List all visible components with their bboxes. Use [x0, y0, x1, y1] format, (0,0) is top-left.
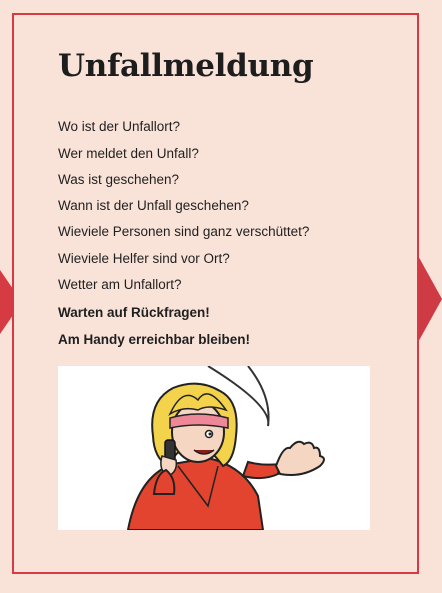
question-item: Wo ist der Unfallort?	[58, 119, 181, 134]
question-item: Wetter am Unfallort?	[58, 277, 182, 292]
question-item: Wieviele Personen sind ganz verschüttet?	[58, 224, 310, 239]
page-title: Unfallmeldung	[58, 48, 314, 84]
person-calling-illustration	[58, 366, 370, 530]
question-item: Wieviele Helfer sind vor Ort?	[58, 251, 230, 266]
question-item: Was ist geschehen?	[58, 172, 180, 187]
phone-call-drawing	[58, 366, 370, 530]
note-wait-for-questions: Warten auf Rückfragen!	[58, 305, 210, 320]
question-item: Wer meldet den Unfall?	[58, 146, 199, 161]
question-item: Wann ist der Unfall geschehen?	[58, 198, 249, 213]
note-stay-reachable: Am Handy erreichbar bleiben!	[58, 332, 251, 347]
